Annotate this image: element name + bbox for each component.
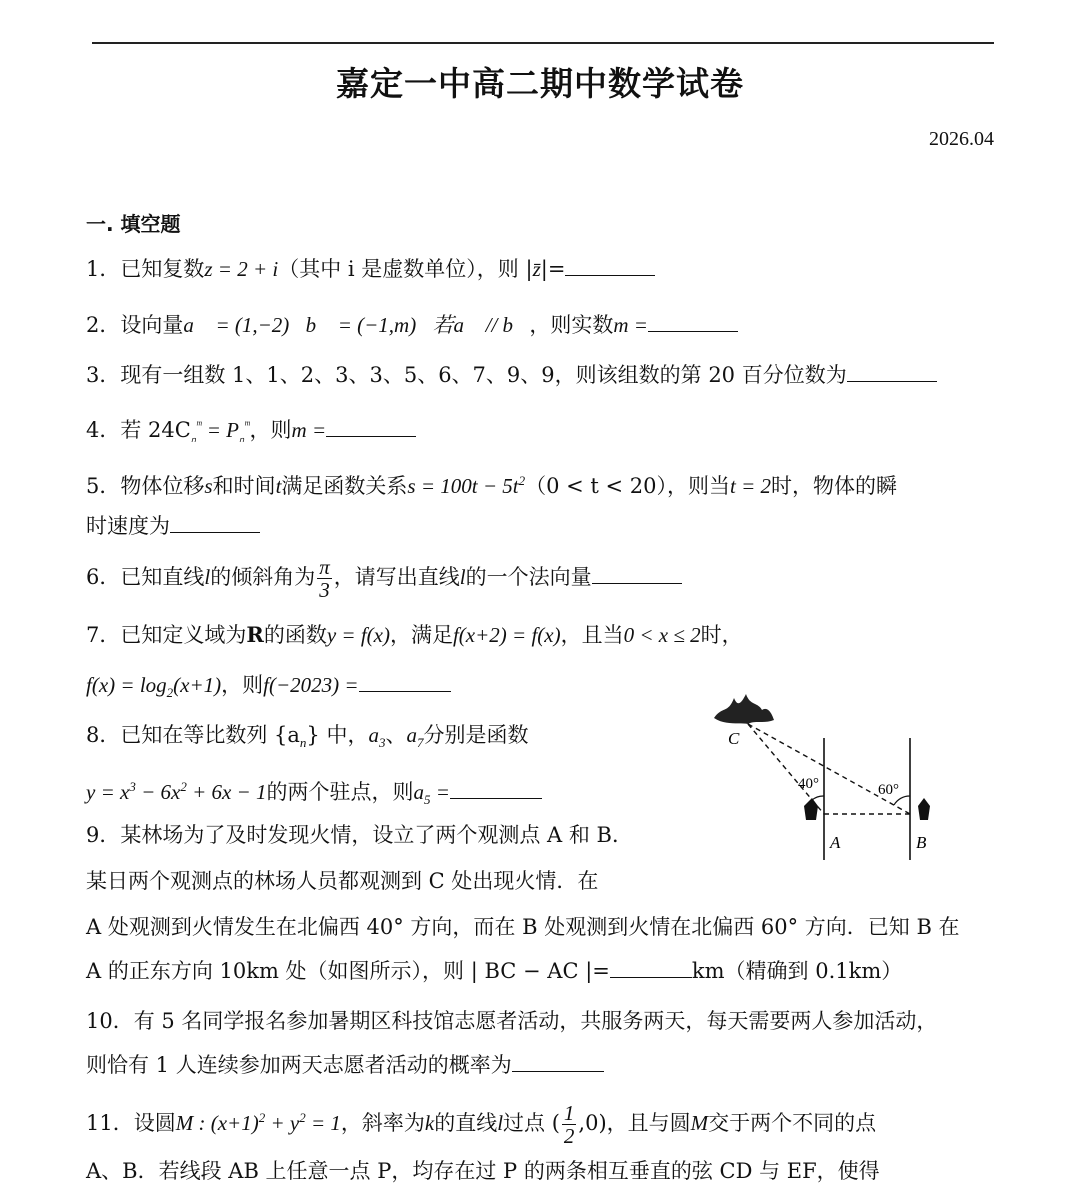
question-2: 2．设向量a⃗ = (1,−2)，b⃗ = (−1,m)，若a⃗ // b⃗，则实数m = [86,310,738,340]
question-1: 1．已知复数z = 2 + i（其中 i 是虚数单位），则 |z̄|= [86,254,655,284]
answer-blank-9[interactable] [610,957,692,978]
label-a: A [830,833,841,852]
question-8-line-2: $y = x^3 - 6x^2 + 6x - 1$的两个驻点，则$a_5$ = [86,772,542,815]
question-9-line-3: A 处观测到火情发生在北偏西 40° 方向，而在 B 处观测到火情在北偏西 60° 方向．已知 B 在 [86,915,960,939]
section-heading: 一. 填空题 [86,212,181,236]
sight-line-bc [748,724,910,814]
label-c: C [728,729,740,748]
question-7-line-1: 7．已知定义域为R的函数y = f(x)，满足f(x+2) = f(x)，且当0 < x ≤ 2时， [86,622,743,647]
question-5-line-2: 时速度为 [86,511,260,541]
fraction-one-half: $\frac{1}{2}$ [563,1101,575,1148]
question-7-line-2: $f(x) = \log_2(x+1)$，则f(−2023) = [86,670,451,708]
answer-blank-2[interactable] [648,311,738,332]
fire-observation-diagram [708,688,948,860]
question-9-line-1: 9．某林场为了及时发现火情，设立了两个观测点 A 和 B． [86,823,633,847]
answer-blank-5[interactable] [170,512,260,533]
label-angle-60: 60° [878,782,899,798]
answer-blank-6[interactable] [592,563,682,584]
answer-blank-4[interactable] [326,416,416,437]
answer-blank-7[interactable] [359,671,451,692]
tower-a-icon [804,798,818,820]
page-title: 嘉定一中高二期中数学试卷 [336,64,744,103]
question-9-line-4: A 的正东方向 10km 处（如图所示），则 | BC − AC |= km（精确到 0.1km） [86,959,903,983]
fire-icon [714,694,774,724]
header-rule [92,42,994,44]
question-10-line-1: 10．有 5 名同学报名参加暑期区科技馆志愿者活动，共服务两天，每天需要两人参加活动， [86,1009,938,1033]
answer-blank-1[interactable] [565,255,655,276]
answer-blank-8[interactable] [450,778,542,799]
question-8-line-1: 8．已知在等比数列 $\{a_n\}$ 中，$a_3$、$a_7$分别是函数 [86,723,529,751]
angle-arc-a [812,796,824,800]
tower-b-icon [918,798,930,820]
label-angle-40: 40° [798,776,819,792]
answer-blank-3[interactable] [847,361,937,382]
answer-blank-10[interactable] [512,1051,604,1072]
question-3: 3．现有一组数 1、1、2、3、3、5、6、7、9、9，则该组数的第 20 百分位数为 [86,360,937,390]
question-11-line-2: A、B．若线段 AB 上任意一点 P，均存在过 P 的两条相互垂直的弦 CD 与 EF，使得 [86,1159,880,1183]
question-10-line-2: 则恰有 1 人连续参加两天志愿者活动的概率为 [86,1050,604,1080]
question-5-line-1: 5．物体位移s和时间t满足函数关系$s = 100t - 5t^2(0 < t < 20)$，则当t = 2时，物体的瞬 [86,473,898,498]
fraction-pi-over-3: $\frac{\pi}{3}$ [319,555,330,602]
question-11-line-1: 11．设圆M : $(x+1)^2 + y^2 = 1$，斜率为k的直线l过点 ( $\frac{1}{2}$ ,0)，且与圆M交于两个不同的点 [86,1101,877,1148]
question-4: 4．若 $24C_{_n}^ᵐ = P_{_n}^ᵐ$，则m = [86,410,416,453]
exam-date: 2026.04 [929,128,994,150]
label-b: B [916,833,927,852]
question-6: 6．已知直线l的倾斜角为 $\frac{\pi}{3}$ ，请写出直线l的一个法向量 [86,556,682,601]
question-9-line-2: 某日两个观测点的林场人员都观测到 C 处出现火情．在 [86,869,599,893]
